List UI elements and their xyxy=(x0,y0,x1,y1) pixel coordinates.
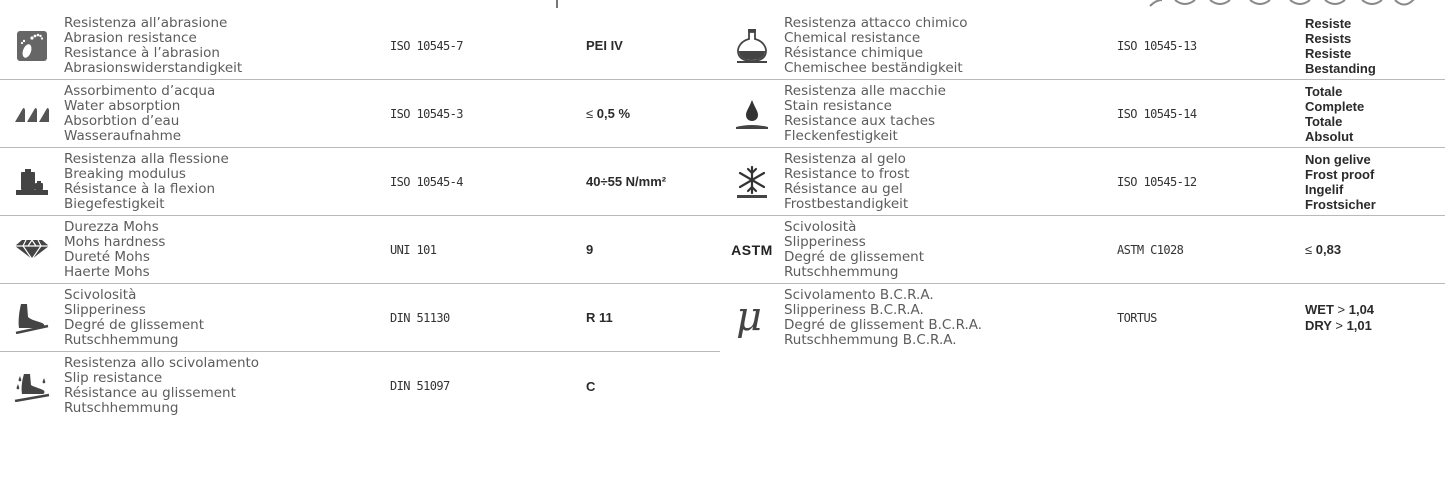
name-en: Slipperiness xyxy=(784,233,866,250)
test-standard: ISO 10545-14 xyxy=(1117,106,1197,121)
empty-cell xyxy=(720,352,1445,420)
name-it: Scivolamento B.C.R.A. xyxy=(784,287,934,303)
shoe-prints-icon xyxy=(0,30,64,62)
name-en: Stain resistance xyxy=(784,97,892,114)
name-de: Frostbestandigkeit xyxy=(784,195,909,212)
spec-stain xyxy=(720,80,1445,148)
value-fr: Resiste xyxy=(1305,45,1352,61)
name-en: Abrasion resistance xyxy=(64,29,197,46)
property-names xyxy=(784,84,1117,144)
foot-wet-slope-icon xyxy=(0,370,64,402)
value-fr: Ingelif xyxy=(1305,181,1344,197)
property-names xyxy=(64,84,390,144)
name-en: Slipperiness B.C.R.A. xyxy=(784,302,924,318)
name-fr: Absorbtion d’eau xyxy=(64,112,180,129)
name-fr: Degré de glissement xyxy=(64,316,205,333)
name-it: Resistenza alle macchie xyxy=(784,82,946,99)
table-row xyxy=(0,352,1445,420)
name-fr: Résistance à la flexion xyxy=(64,180,216,197)
name-fr: Degré de glissement xyxy=(784,248,925,265)
name-de: Wasseraufnahme xyxy=(64,127,182,144)
dry-op: > xyxy=(1335,318,1343,333)
test-value xyxy=(1305,242,1445,257)
dry-label: DRY xyxy=(1305,318,1332,333)
name-it: Durezza Mohs xyxy=(64,218,159,235)
snowflake-icon xyxy=(720,165,784,199)
name-en: Water absorption xyxy=(64,97,181,114)
test-value: R 11 xyxy=(586,310,613,325)
property-names xyxy=(64,152,390,212)
name-fr: Résistance au glissement xyxy=(64,385,236,401)
name-de: Fleckenfestigkeit xyxy=(784,127,898,144)
value-fr: Totale xyxy=(1305,113,1343,129)
name-en: Mohs hardness xyxy=(64,233,166,250)
table-row xyxy=(0,216,1445,284)
property-names xyxy=(64,356,390,416)
test-standard: ISO 10545-4 xyxy=(390,174,463,189)
name-de: Abrasionswiderstandigkeit xyxy=(64,59,243,76)
spec-chemical xyxy=(720,12,1445,80)
name-de: Biegefestigkeit xyxy=(64,195,165,212)
table-row xyxy=(0,284,1445,352)
foot-slope-icon xyxy=(0,302,64,334)
name-it: Resistenza all’abrasione xyxy=(64,14,228,31)
value-de: Bestanding xyxy=(1305,60,1376,76)
test-value: 9 xyxy=(586,242,594,257)
test-value xyxy=(1305,16,1445,76)
dry-number: 1,01 xyxy=(1346,318,1372,333)
property-names xyxy=(784,220,1117,280)
value-en: Resists xyxy=(1305,30,1352,46)
value-it: Non gelive xyxy=(1305,151,1371,167)
spec-astm-slipperiness xyxy=(720,216,1445,284)
property-names xyxy=(784,152,1117,212)
test-standard: ISO 10545-3 xyxy=(390,106,463,121)
name-de: Rutschhemmung B.C.R.A. xyxy=(784,332,957,348)
name-it: Scivolosità xyxy=(64,286,137,303)
name-en: Slip resistance xyxy=(64,370,163,386)
name-it: Resistenza attacco chimico xyxy=(784,14,968,31)
test-value xyxy=(586,106,720,121)
value-de: Frostsicher xyxy=(1305,196,1376,212)
name-it: Assorbimento d’acqua xyxy=(64,82,216,99)
cropped-header-marks xyxy=(0,0,1445,12)
mu-icon xyxy=(720,298,784,338)
name-de: Rutschhemmung xyxy=(784,263,899,280)
spec-frost xyxy=(720,148,1445,216)
test-value xyxy=(1305,152,1445,212)
test-standard: ASTM C1028 xyxy=(1117,242,1184,257)
value-en: Frost proof xyxy=(1305,166,1375,182)
value-en: Complete xyxy=(1305,98,1365,114)
property-names xyxy=(64,288,390,348)
diamond-icon xyxy=(0,239,64,261)
property-names xyxy=(784,288,1117,348)
spec-breaking-modulus xyxy=(0,148,720,216)
name-de: Rutschhemmung xyxy=(64,331,179,348)
test-value: 40÷55 N/mm² xyxy=(586,174,667,189)
value-prefix: ≤ xyxy=(1305,242,1313,257)
name-fr: Résistance chimique xyxy=(784,44,924,61)
name-fr: Dureté Mohs xyxy=(64,248,150,265)
test-standard: DIN 51130 xyxy=(390,310,450,325)
name-de: Rutschhemmung xyxy=(64,400,179,416)
test-standard: DIN 51097 xyxy=(390,379,450,393)
astm-icon: ASTM xyxy=(731,241,773,258)
technical-specs-table xyxy=(0,12,1445,420)
table-row xyxy=(0,148,1445,216)
name-it: Resistenza allo scivolamento xyxy=(64,355,260,371)
property-names xyxy=(64,220,390,280)
wet-op: > xyxy=(1337,302,1346,317)
water-drops-icon xyxy=(0,104,64,124)
name-de: Chemischee beständigkeit xyxy=(784,59,963,76)
value-it: Totale xyxy=(1305,83,1343,99)
wet-number: 1,04 xyxy=(1348,302,1375,317)
spec-mohs xyxy=(0,216,720,284)
spec-abrasion xyxy=(0,12,720,80)
name-it: Scivolosità xyxy=(784,218,857,235)
mu-glyph: μ xyxy=(736,298,762,338)
test-value: C xyxy=(586,378,596,394)
spec-slip-resistance xyxy=(0,352,720,420)
name-en: Slipperiness xyxy=(64,301,146,318)
weights-icon xyxy=(0,168,64,196)
name-en: Chemical resistance xyxy=(784,29,921,46)
spec-water-absorption xyxy=(0,80,720,148)
name-fr: Resistance à l’abrasion xyxy=(64,44,220,61)
wet-label: WET xyxy=(1305,302,1334,317)
test-value xyxy=(1305,84,1445,144)
test-value: PEI IV xyxy=(586,38,623,53)
value-de: Absolut xyxy=(1305,128,1354,144)
property-names xyxy=(64,16,390,76)
test-standard: ISO 10545-13 xyxy=(1117,38,1197,53)
test-value xyxy=(1305,302,1445,334)
name-fr: Résistance au gel xyxy=(784,180,903,197)
value-it: Resiste xyxy=(1305,15,1352,31)
value-prefix: ≤ xyxy=(586,106,594,121)
test-standard: TORTUS xyxy=(1117,311,1157,325)
spec-slipperiness xyxy=(0,284,720,352)
test-standard: ISO 10545-7 xyxy=(390,38,463,53)
property-names xyxy=(784,16,1117,76)
test-standard: ISO 10545-12 xyxy=(1117,174,1197,189)
table-row xyxy=(0,80,1445,148)
name-fr: Resistance aux taches xyxy=(784,112,936,129)
stain-drop-icon xyxy=(720,97,784,131)
value-number: 0,83 xyxy=(1315,242,1342,257)
name-en: Breaking modulus xyxy=(64,165,186,182)
name-en: Resistance to frost xyxy=(784,165,910,182)
value-number: 0,5 % xyxy=(596,106,631,121)
name-it: Resistenza al gelo xyxy=(784,150,906,167)
test-standard: UNI 101 xyxy=(390,242,437,257)
flask-icon xyxy=(720,28,784,64)
dry-value xyxy=(1305,318,1445,334)
spec-bcra xyxy=(720,284,1445,352)
table-row xyxy=(0,12,1445,80)
name-it: Resistenza alla flessione xyxy=(64,150,229,167)
wet-value xyxy=(1305,302,1445,318)
name-de: Haerte Mohs xyxy=(64,263,150,280)
name-fr: Degré de glissement B.C.R.A. xyxy=(784,317,983,333)
